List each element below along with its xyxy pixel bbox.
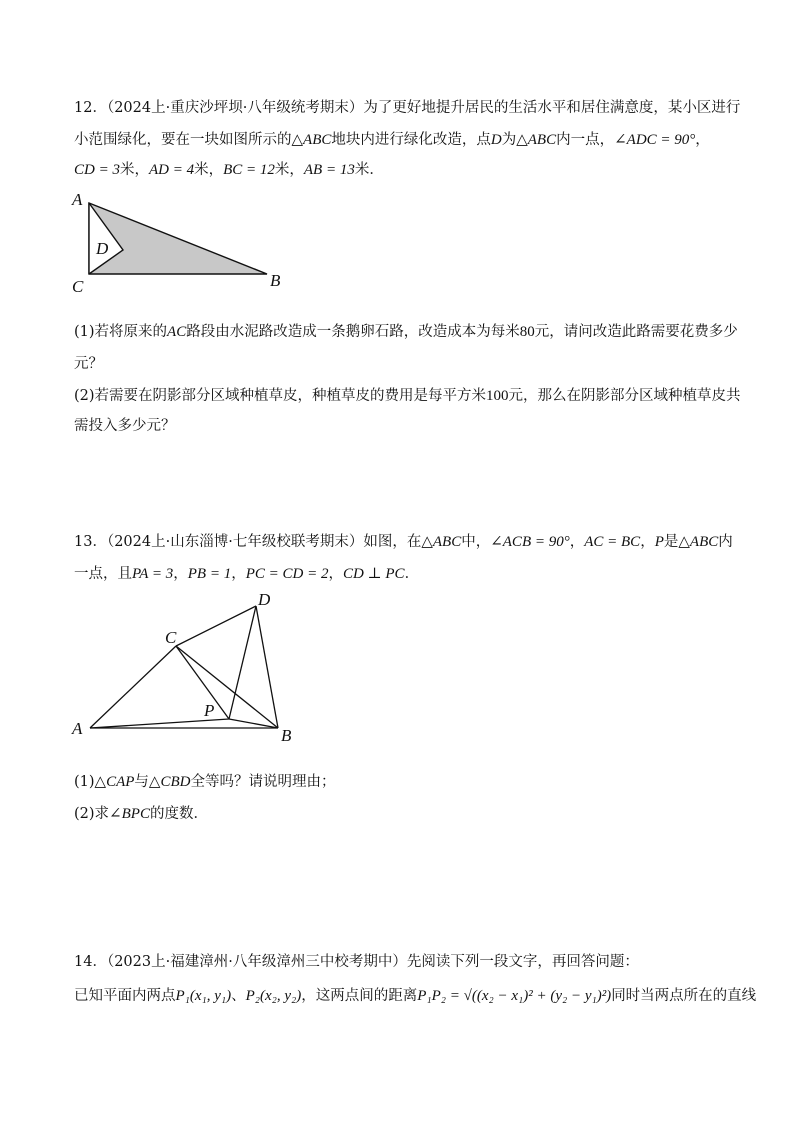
math-triangle-abc: △ABC [516, 132, 557, 148]
q12-text: 内一点， [556, 132, 615, 148]
punct: ． [404, 566, 420, 582]
unit: 米 [194, 162, 209, 178]
math-triangle-abc: △ABC [678, 534, 719, 550]
q13-text: 与 [134, 774, 149, 790]
label-b: B [270, 271, 281, 290]
punct: ， [289, 162, 304, 178]
math-ad: AD = 4 [148, 162, 195, 178]
q12-text: 元？ [74, 356, 103, 372]
punct: ， [208, 162, 224, 178]
q13-text: 内 [718, 534, 733, 550]
q13-part2 [74, 804, 208, 824]
unit: 米． [354, 162, 384, 178]
segment-ap [90, 719, 229, 728]
q13-source: （2024上·山东淄博·七年级校联考期末） [106, 534, 364, 550]
math-distance-formula: P₁P₂ = √((x₂ − x₁)² + (y₂ − y₁)²) [417, 988, 612, 1004]
math-triangle-cap: △CAP [94, 774, 135, 790]
math-ab: AB = 13 [303, 162, 355, 178]
math-triangle-abc: △ABC [421, 534, 462, 550]
q13-text: 如图，在 [363, 534, 422, 550]
math-triangle-cbd: △CBD [148, 774, 191, 790]
segment-db [256, 606, 278, 728]
q13-text: 中， [461, 534, 491, 550]
math-pa: PA = 3 [132, 566, 174, 582]
math-angle-acb: ∠ACB = 90° [490, 534, 570, 550]
punct: ， [328, 566, 343, 582]
math-point-p1: P₁(x₁, y₁) [175, 988, 232, 1004]
figure-q12 [71, 190, 281, 296]
punct: 、 [231, 988, 246, 1004]
q14-number: 14． [74, 954, 107, 970]
q12-text: 需投入多少元？ [74, 418, 176, 434]
punct: ， [695, 132, 710, 148]
q12-text: 元，那么在阴影部分区域种植草皮共 [508, 388, 741, 404]
q12-text: 地块内进行绿化改造，点 [331, 132, 491, 148]
q13-text: 全等吗？请说明理由； [190, 774, 336, 790]
q12-text: 为 [501, 132, 517, 148]
segment-cd [176, 606, 256, 646]
label-a: A [72, 190, 83, 209]
q14-line-2 [74, 986, 756, 1006]
math-point-p2: P₂(x₂, y₂) [245, 988, 302, 1004]
segment-ac [90, 646, 176, 728]
q14-source: （2023上·福建漳州·八年级漳州三中校考期中） [106, 954, 407, 970]
math-pc-cd: PC = CD = 2 [245, 566, 329, 582]
q13-line-2 [74, 564, 419, 584]
math-bc: BC = 12 [223, 162, 275, 178]
q13-text: (1) [74, 774, 95, 790]
q13-text: (2)求 [74, 806, 110, 822]
punct: ， [569, 534, 585, 550]
q14-text: 先阅读下列一段文字，再回答问题： [406, 954, 639, 970]
q14-text: 已知平面内两点 [74, 988, 176, 1004]
q12-text: 元，请问改造此路需要花费多少 [534, 324, 738, 340]
punct: ， [640, 534, 655, 550]
math-100: 100 [486, 388, 509, 404]
q12-part2-line-1 [74, 386, 741, 406]
q12-text: 路段由水泥路改造成一条鹅卵石路，改造成本为每米 [186, 324, 520, 340]
punct: ， [134, 162, 149, 178]
q12-source: （2024上·重庆沙坪坝·八年级统考期末） [106, 100, 364, 116]
q13-text: 是 [663, 534, 679, 550]
label-d: D [96, 239, 109, 258]
q12-part2-line-2 [74, 416, 176, 436]
punct: ， [173, 566, 188, 582]
math-cd: CD = 3 [74, 162, 120, 178]
q13-part1 [74, 772, 335, 792]
label-c: C [165, 628, 177, 647]
math-80: 80 [519, 324, 535, 340]
q13-number: 13． [74, 534, 107, 550]
math-point-p: P [654, 534, 664, 550]
math-pb: PB = 1 [187, 566, 232, 582]
math-triangle-abc: △ABC [291, 132, 332, 148]
math-point-d: D [490, 132, 502, 148]
q14-line-1 [74, 952, 639, 972]
math-ac-bc: AC = BC [584, 534, 641, 550]
label-d: D [258, 590, 271, 609]
q12-text: 小范围绿化，要在一块如图所示的 [74, 132, 292, 148]
q12-part1-line-1 [74, 322, 738, 342]
segment-pd [229, 606, 256, 719]
q12-text: (1)若将原来的 [74, 324, 168, 340]
q12-part1-line-2 [74, 354, 103, 374]
q13-text: 的度数． [149, 806, 208, 822]
q14-text: 同时当两点所在的直线 [611, 988, 757, 1004]
math-ac: AC [167, 324, 187, 340]
q13-line-1 [74, 532, 733, 552]
label-c: C [72, 277, 84, 296]
label-a: A [72, 719, 83, 738]
label-b: B [281, 726, 292, 745]
figure-q13 [90, 606, 278, 728]
unit: 米 [274, 162, 290, 178]
q12-text: (2)若需要在阴影部分区域种植草皮，种植草皮的费用是每平方米 [74, 388, 487, 404]
segment-pb [229, 719, 278, 728]
label-p: P [204, 701, 215, 720]
q12-text: 为了更好地提升居民的生活水平和居住满意度，某小区进行 [363, 100, 741, 116]
q12-number: 12． [74, 100, 107, 116]
unit: 米 [119, 162, 135, 178]
math-cd-perp-pc: CD ⊥ PC [342, 566, 405, 582]
punct: ， [231, 566, 246, 582]
math-angle-adc: ∠ADC = 90° [614, 132, 696, 148]
q13-text: 一点，且 [74, 566, 132, 582]
math-angle-bpc: ∠BPC [109, 806, 150, 822]
q14-text: ，这两点间的距离 [301, 988, 418, 1004]
